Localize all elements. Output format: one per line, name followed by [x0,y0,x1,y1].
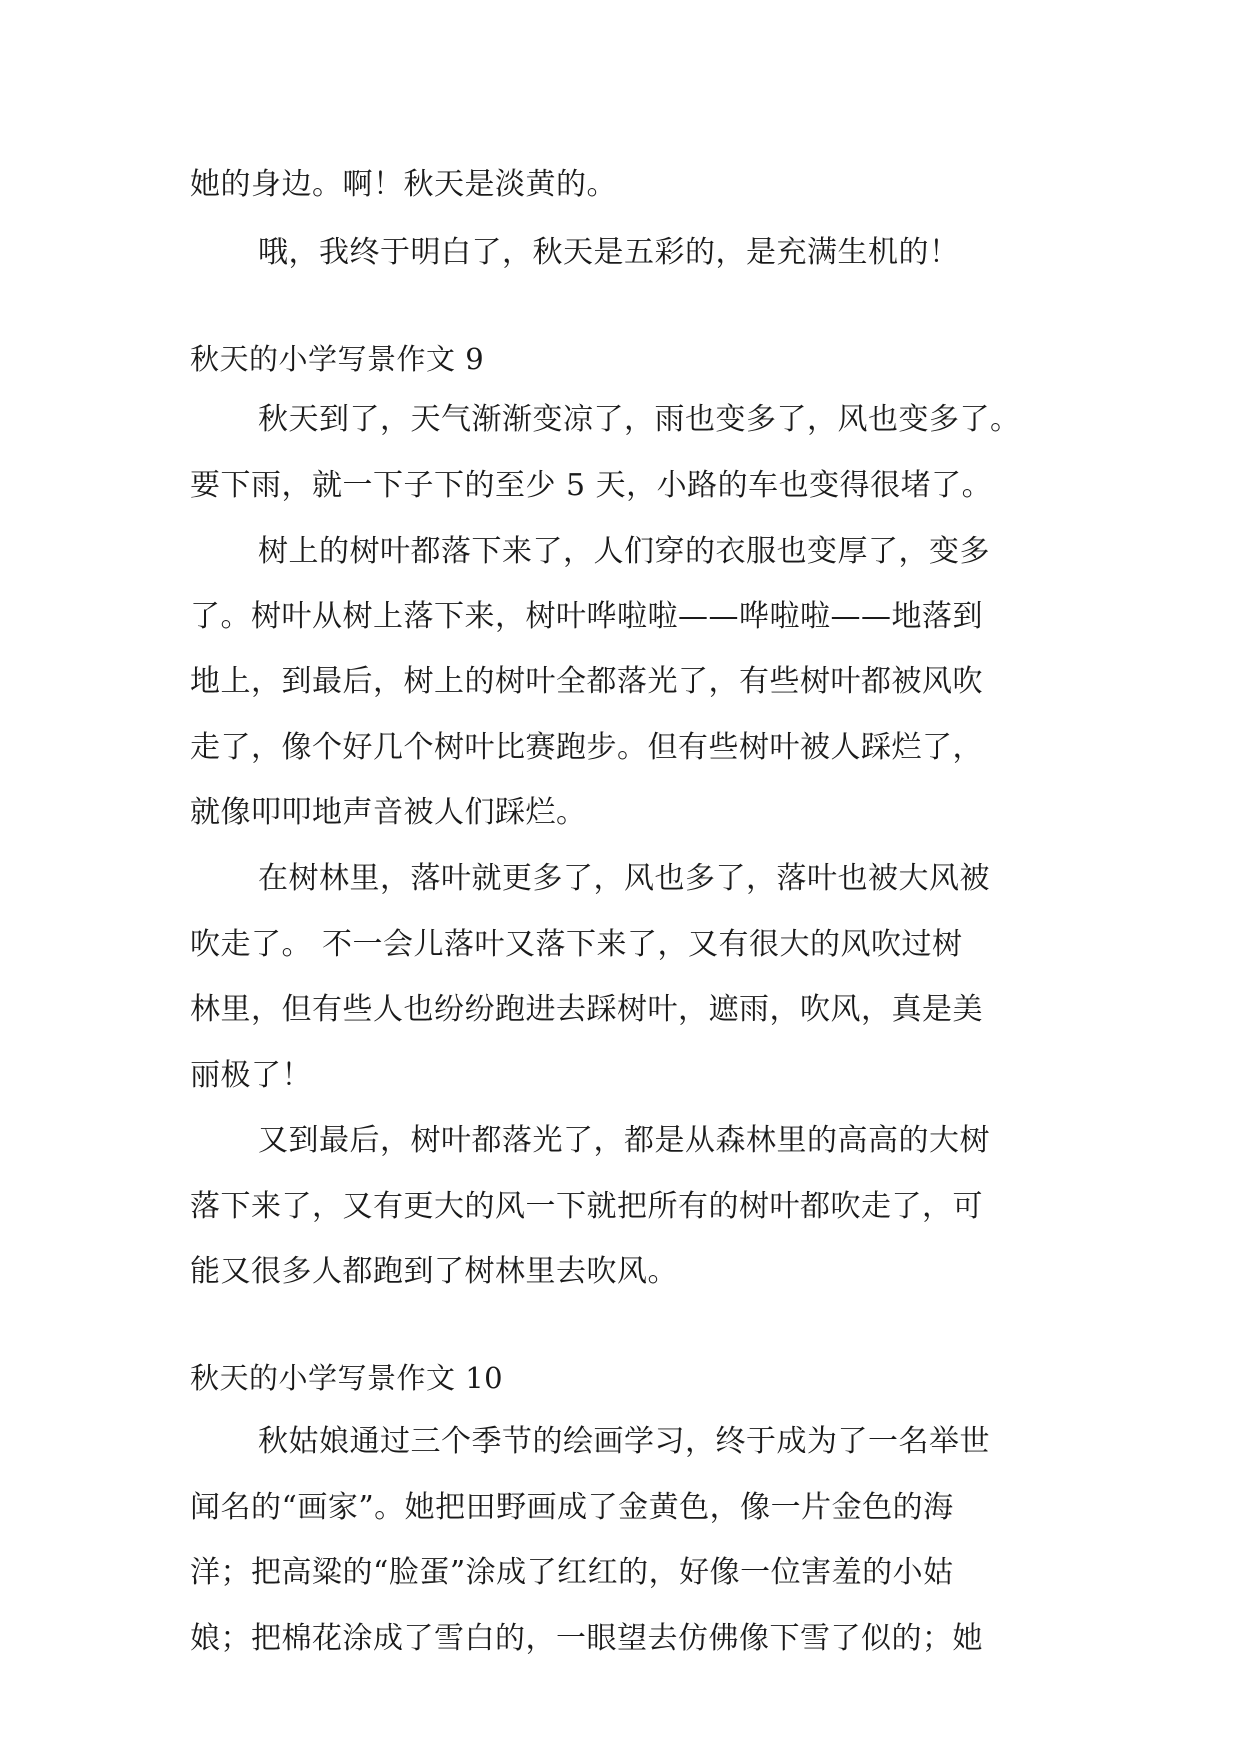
paragraph-line: 闻名的“画家”。她把田野画成了金黄色，像一片金色的海 [190,1490,954,1525]
section-heading: 秋天的小学写景作文 9 [190,342,485,376]
paragraph-line: 洋；把高粱的“脸蛋”涂成了红红的，好像一位害羞的小姑 [190,1555,954,1590]
paragraph-line: 丽极了！ [190,1058,312,1093]
paragraph-line: 吹走了。 不一会儿落叶又落下来了，又有很大的风吹过树 [190,927,963,962]
paragraph-line: 她的身边。啊！秋天是淡黄的。 [190,167,617,202]
paragraph-line: 娘；把棉花涂成了雪白的，一眼望去仿佛像下雪了似的；她 [190,1621,983,1656]
paragraph-line: 在树林里，落叶就更多了，风也多了，落叶也被大风被 [258,861,990,896]
paragraph-line: 要下雨，就一下子下的至少 5 天，小路的车也变得很堵了。 [190,468,993,503]
paragraph-line: 树上的树叶都落下来了，人们穿的衣服也变厚了，变多 [258,534,990,569]
paragraph-line: 落下来了，又有更大的风一下就把所有的树叶都吹走了，可 [190,1189,983,1224]
paragraph-line: 哦，我终于明白了，秋天是五彩的，是充满生机的！ [258,235,960,270]
paragraph-line: 秋姑娘通过三个季节的绘画学习，终于成为了一名举世 [258,1424,990,1459]
paragraph-line: 就像叩叩地声音被人们踩烂。 [190,795,587,830]
paragraph-line: 又到最后，树叶都落光了，都是从森林里的高高的大树 [258,1123,990,1158]
section-heading: 秋天的小学写景作文 10 [190,1361,504,1395]
paragraph-line: 了。树叶从树上落下来，树叶哗啦啦——哗啦啦——地落到 [190,599,983,634]
paragraph-line: 地上，到最后，树上的树叶全都落光了，有些树叶都被风吹 [190,664,983,699]
paragraph-line: 林里，但有些人也纷纷跑进去踩树叶，遮雨，吹风，真是美 [190,992,983,1027]
paragraph-line: 秋天到了，天气渐渐变凉了，雨也变多了，风也变多了。 [258,402,1021,437]
paragraph-line: 能又很多人都跑到了树林里去吹风。 [190,1254,678,1289]
paragraph-line: 走了，像个好几个树叶比赛跑步。但有些树叶被人踩烂了， [190,730,983,765]
